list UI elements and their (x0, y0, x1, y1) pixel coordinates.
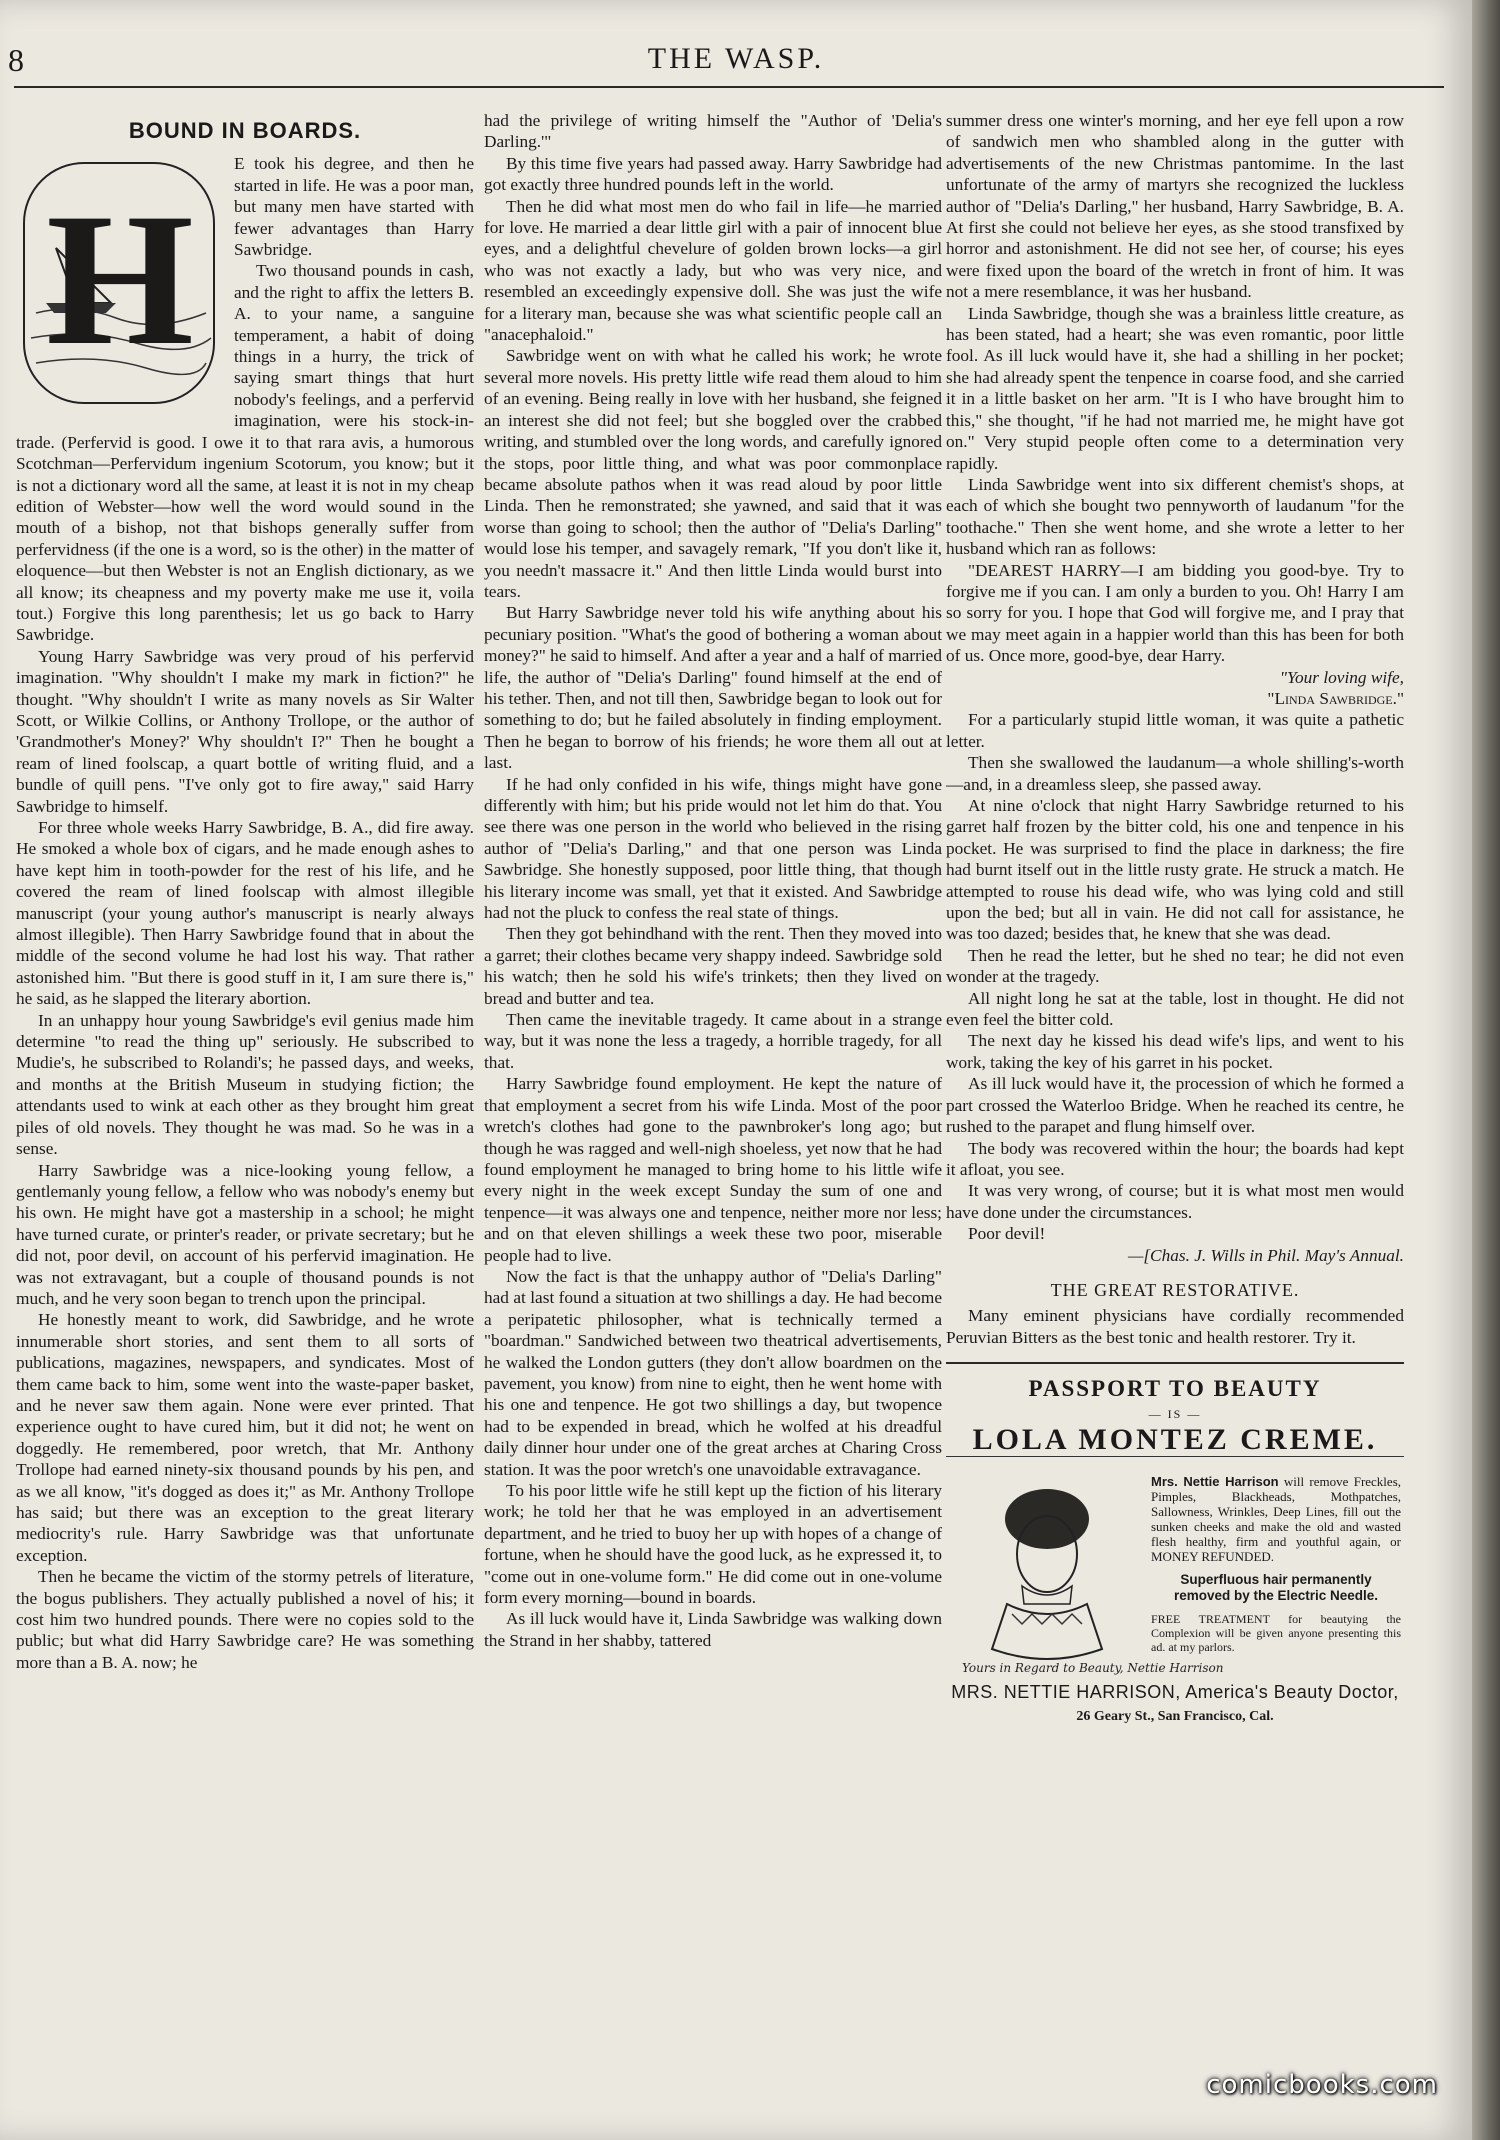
page-header (0, 40, 1472, 80)
paragraph: At nine o'clock that night Harry Sawbridge returned to his garret half frozen by the bitter cold, his one and tenpence in his pocket. He was surprised to find the place in darkness; the fire had burnt itself out in the little rusty grate. He struck a match. He attempted to rouse his dead wife, who was lying cold and still upon the bed; but all in vain. He did not call for assistance, he was too dazed; besides that, he knew that she was dead. (946, 796, 1404, 944)
paragraph: Linda Sawbridge went into six different chemist's shops, at each of which she bought two pennyworth of laudanum "for the toothache." Then she went home, and she wrote a letter to her husband which ran as follows: (946, 474, 1404, 559)
column-3 (946, 110, 1404, 2040)
paragraph: Then he became the victim of the stormy petrels of literature, the bogus publishers. They actually published a novel of his; it cost him two hundred pounds. There were no copies sold to the public; but what did Harry Sawbridge care? He was something more than a B. A. now; he (16, 1567, 474, 1672)
paragraph: As ill luck would have it, Linda Sawbridge was walking down the Strand in her shabby, tattered (484, 1609, 942, 1650)
paragraph: The next day he kissed his dead wife's lips, and went to his work, taking the key of his garret in his pocket. (946, 1031, 1404, 1072)
ad-headline: PASSPORT TO BEAUTY (1028, 1376, 1322, 1402)
masthead: THE WASP. (647, 42, 825, 75)
paragraph: Then he read the letter, but he shed no tear; he did not even wonder at the tragedy. (946, 945, 1404, 987)
ad-permanent: Superfluous hair permanently removed by the Electric Needle. (1173, 1572, 1379, 1604)
paragraph: Now the fact is that the unhappy author of "Delia's Darling" had at last found a situation at two shillings a day. He had become a peripatetic philosopher, what is technically termed a "boardman." Sandwiched between two theatrical advertisements, he walked the London gutters (they don't allow boardmen on the pavement, you know) from nine to eight, then he went home with his one and tenpence. He got two shillings a day, but twopence had to be expended in bread, which he wolfed at his dreadful daily dinner hour under one of the great arches at Charing Cross station. It was the poor wretch's one unavoidable extravagance. (484, 1266, 942, 1479)
dropcap-letter: H (46, 175, 194, 386)
paragraph: had the privilege of writing himself the "Author of 'Delia's Darling.'" (484, 111, 942, 152)
column-1 (16, 110, 474, 2040)
ad-address: 26 Geary St., San Francisco, Cal. (1076, 1709, 1274, 1725)
story-title: BOUND IN BOARDS. (128, 118, 362, 143)
paragraph: Then she swallowed the laudanum—a whole shilling's-worth—and, in a dreamless sleep, she passed away. (946, 753, 1404, 794)
notice-body: Many eminent physicians have cordially recommended Peruvian Bitters as the best tonic and health restorer. Try it. (946, 1306, 1404, 1347)
paragraph: By this time five years had passed away. Harry Sawbridge had got exactly three hundred pounds left in the world. (484, 153, 942, 195)
column-2 (484, 110, 942, 2040)
paragraph: For a particularly stupid little woman, it was quite a pathetic letter. (946, 710, 1404, 751)
ad-is: — IS — (1148, 1406, 1202, 1421)
paragraph: E took his degree, and then he started in life. He was a poor man, but many men have started with fewer advantages than Harry Sawbridge. (234, 154, 474, 260)
header-rule (14, 86, 1444, 88)
letter-signature: "Linda Sawbridge." (1267, 688, 1404, 708)
paragraph: Linda Sawbridge, though she was a brainless little creature, as has been stated, had a heart; she was even romantic, poor little fool. As ill luck would have it, she had a shilling in her pocket; she had already spent the tenpence in coarse food, and she carried it in a little basket on her arm. "It is I who have brought him to this," she thought, "if he had not married me, he might have got on." Very stupid people often come to a determination very rapidly. (946, 303, 1404, 473)
ad-free: FREE TREATMENT for beautying the Complexion will be given anyone presenting this ad. at my parlors. (1151, 1612, 1401, 1655)
watermark: comicbooks.com (1206, 2070, 1438, 2100)
ad-footer: MRS. NETTIE HARRISON, America's Beauty Doctor, (951, 1682, 1399, 1703)
paragraph: The body was recovered within the hour; the boards had kept it afloat, you see. (946, 1138, 1404, 1179)
paragraph: All night long he sat at the table, lost in thought. He did not even feel the bitter cold. (946, 988, 1404, 1030)
paragraph: As ill luck would have it, the procession of which he formed a part crossed the Waterloo Bridge. When he reached its centre, he rushed to the parapet and flung himself over. (946, 1074, 1404, 1137)
page-number: 8 (8, 42, 24, 78)
ad-product: LOLA MONTEZ CREME. (946, 1429, 1404, 1457)
paragraph: Then he did what most men do who fail in life—he married for love. He married a dear little girl with a pair of innocent blue eyes, and a delightful chevelure of golden brown locks—a girl who was not exactly a lady, but who was very nice, and resembled an exceedingly expensive doll. She was just the wife for a literary man, because she was what scientific people call an "anacephaloid." (484, 196, 942, 345)
ad-copy-text: will remove Freckles, Pimples, Blackheads, Mothpatches, Sallowness, Wrinkles, Deep Lines, fill out the sunken cheeks and make the old and wasted flesh healthy, firm and youthful again, or MONEY REFUNDED. (1151, 1474, 1401, 1565)
ad-name: Mrs. Nettie Harrison (1151, 1474, 1279, 1490)
paragraph: But Harry Sawbridge never told his wife anything about his pecuniary position. "What's the good of bothering a woman about money?" he said to himself. And after a year and a half of married life, the author of "Delia's Darling" found himself at the end of his tether. Then, and not till then, Sawbridge began to look out for something to do; but he failed absolutely in finding employment. Then he began to borrow of his friends; he wore them all out at last. (484, 603, 942, 773)
paragraph: To his poor little wife he still kept up the fiction of his literary work; he told her that he was employed in an advertisement department, and he tried to buoy her up with hopes of a change of fortune, when he should have the good luck, as he expressed it, to "come out in one-volume form." He did come out in one-volume form every morning—bound in boards. (484, 1481, 942, 1608)
paragraph: Then they got behindhand with the rent. Then they moved into a garret; their clothes became very shappy indeed. Sawbridge sold his watch; then he sold his wife's trinkets; then they lived on bread and butter and tea. (484, 924, 942, 1008)
paragraph: Two thousand pounds in cash, and the right to affix the letters B. A. to your name, a sanguine temperament, a habit of doing things in a hurry, the trick of saying smart things that hurt nobody's feelings, and a perfervid imagination, were his stock-in-trade. (Perfervid is good. I owe it to that rara avis, a humorous Scotchman—Perfervidum ingenium Scotorum, you know; but it is not a dictionary word all the same, at least it is not in my cheap edition of Webster—how well the word would sound in the mouth of a bishop, not that bishops generally suffer from perfervidness (if the one is a word, so is the other) in the matter of eloquence—but then Webster is not an English dictionary, as we all know; its cheapness and my poverty make me use it, voila tout.) Forgive this long parenthesis; let us go back to Harry Sawbridge. (16, 261, 474, 645)
dropcap-illustration (16, 153, 226, 423)
paragraph: In an unhappy hour young Sawbridge's evil genius made him determine "to read the thing up" seriously. He subscribed to Mudie's, he subscribed to Rolandi's; he passed days, and weeks, and months at the British Museum in studying fiction; the attendants used to wink at each other as they brought him great piles of old novels. They thought he was mad. So he was in a sense. (16, 1010, 474, 1159)
notice-title: THE GREAT RESTORATIVE. (1050, 1279, 1300, 1300)
paragraph: Then came the inevitable tragedy. It came about in a strange way, but it was none the less a tragedy, a horrible tragedy, for all that. (484, 1010, 942, 1072)
letter-signoff: "Your loving wife, (1279, 667, 1404, 687)
paragraph: Poor devil! (968, 1224, 1046, 1244)
paragraph: summer dress one winter's morning, and her eye fell upon a row of sandwich men who shambled along in the gutter with advertisements of the new Christmas pantomime. In the last unfortunate of the army of martyrs she recognized the luckless author of "Delia's Darling," her husband, Harry Sawbridge, B. A. At first she could not believe her eyes, as she stood transfixed by horror and astonishment. He did not see her, of course; his eyes were fixed upon the board of the wretch in front of him. It was not a mere resemblance, it was her husband. (946, 111, 1404, 302)
advertisement (946, 1362, 1404, 1738)
ad-autograph: Yours in Regard to Beauty, Nettie Harrison (962, 1661, 1224, 1676)
paragraph: Young Harry Sawbridge was very proud of his perfervid imagination. "Why shouldn't I make my mark in fiction?" he thought. "Why shouldn't I write as many novels as Sir Walter Scott, or Wilkie Collins, or Anthony Trollope, or the author of 'Grandmother's Money?' Why shouldn't I?" Then he bought a ream of lined foolscap, a quart bottle of writing fluid, and a bundle of quill pens. "I've only got to fire away," said Harry Sawbridge to himself. (16, 646, 474, 816)
paragraph: He honestly meant to work, did Sawbridge, and he wrote innumerable short stories, and sent them to all sorts of publications, magazines, newspapers, and syndicates. Most of them came back to him, some went into the waste-paper basket, and he never saw them again. None were ever printed. That experience ought to have cured him, but it did not; he went on doggedly. He remembered, poor wretch, that Mr. Anthony Trollope had earned ninety-six thousand pounds by his pen, and as we all know, "it's dogged as does it;" as Mr. Anthony Trollope has said; but there was an exception to the great literary mediocrity's rule. Harry Sawbridge was that unfortunate exception. (16, 1310, 474, 1565)
paragraph: Sawbridge went on with what he called his work; he wrote several more novels. His pretty little wife read them aloud to him of an evening. Being really in love with her husband, she feigned an interest she did not feel; but she boggled over the crabbed writing, and stumbled over the long words, and carefully ignored the stops, poor little thing, and what was poor commonplace became absolute pathos when it was read aloud by poor little Linda. Then he remonstrated; she yawned, and said that it was worse than going to school; then the author of "Delia's Darling" would lose his temper, and savagely remark, "If you don't like it, you needn't massacre it." And then little Linda would burst into tears. (484, 346, 942, 601)
story-credit: —[Chas. J. Wills in Phil. May's Annual. (1127, 1245, 1404, 1265)
paragraph: For three whole weeks Harry Sawbridge, B. A., did fire away. He smoked a whole box of cigars, and he made enough ashes to have kept him in tooth-powder for the rest of his life, and he covered the ream of lined foolscap with almost illegible manuscript (your young author's manuscript is nearly always almost illegible). Then Harry Sawbridge found that in about the middle of the second volume he had lost his way. That rather astonished him. "But there is good stuff in it, I am sure there is," he said, as he slapped the literary abortion. (16, 818, 474, 1009)
paragraph: Harry Sawbridge found employment. He kept the nature of that employment a secret from his wife Linda. Most of the poor wretch's clothes had gone to the pawnbroker's long ago; but though he was ragged and well-nigh shoeless, yet now that he had found employment he managed to bring home to his little wife every night in the week except Sunday the sum of one and tenpence—it was always one and tenpence, neither more nor less; and on that eleven shillings a week these two poor, miserable people had to live. (484, 1074, 942, 1265)
binding-spine (1472, 0, 1500, 2140)
paragraph: Harry Sawbridge was a nice-looking young fellow, a gentlemanly young fellow, a fellow who was nobody's enemy but his own. He might have got a mastership in a school; he might have turned curate, or printer's reader, or private secretary; but he did not, poor devil, on account of his perfervid imagination. He was not extravagant, but a couple of thousand pounds is not much, and he very soon began to trench upon the principal. (16, 1160, 474, 1308)
paragraph: It was very wrong, of course; but it is what most men would have done under the circumstances. (946, 1181, 1404, 1222)
ad-copy (1151, 1474, 1401, 1654)
paragraph: If he had only confided in his wife, things might have gone differently with him; but his pride would not let him do that. You see there was one person in the world who believed in the rising author of "Delia's Darling," and that one person was Linda Sawbridge. She honestly supposed, poor little thing, that though his literary income was small, yet that it existed. And Sawbridge had not the pluck to confess the real state of things. (484, 774, 942, 923)
letter-paragraph: "DEAREST HARRY—I am bidding you good-bye. Try to forgive me if you can. I am only a burden to you. Oh! Harry I am so sorry for you. I hope that God will forgive me, and I pray that we may meet again in a happier world than this has been for both of us. Once more, good-bye, dear Harry. (946, 560, 1404, 666)
